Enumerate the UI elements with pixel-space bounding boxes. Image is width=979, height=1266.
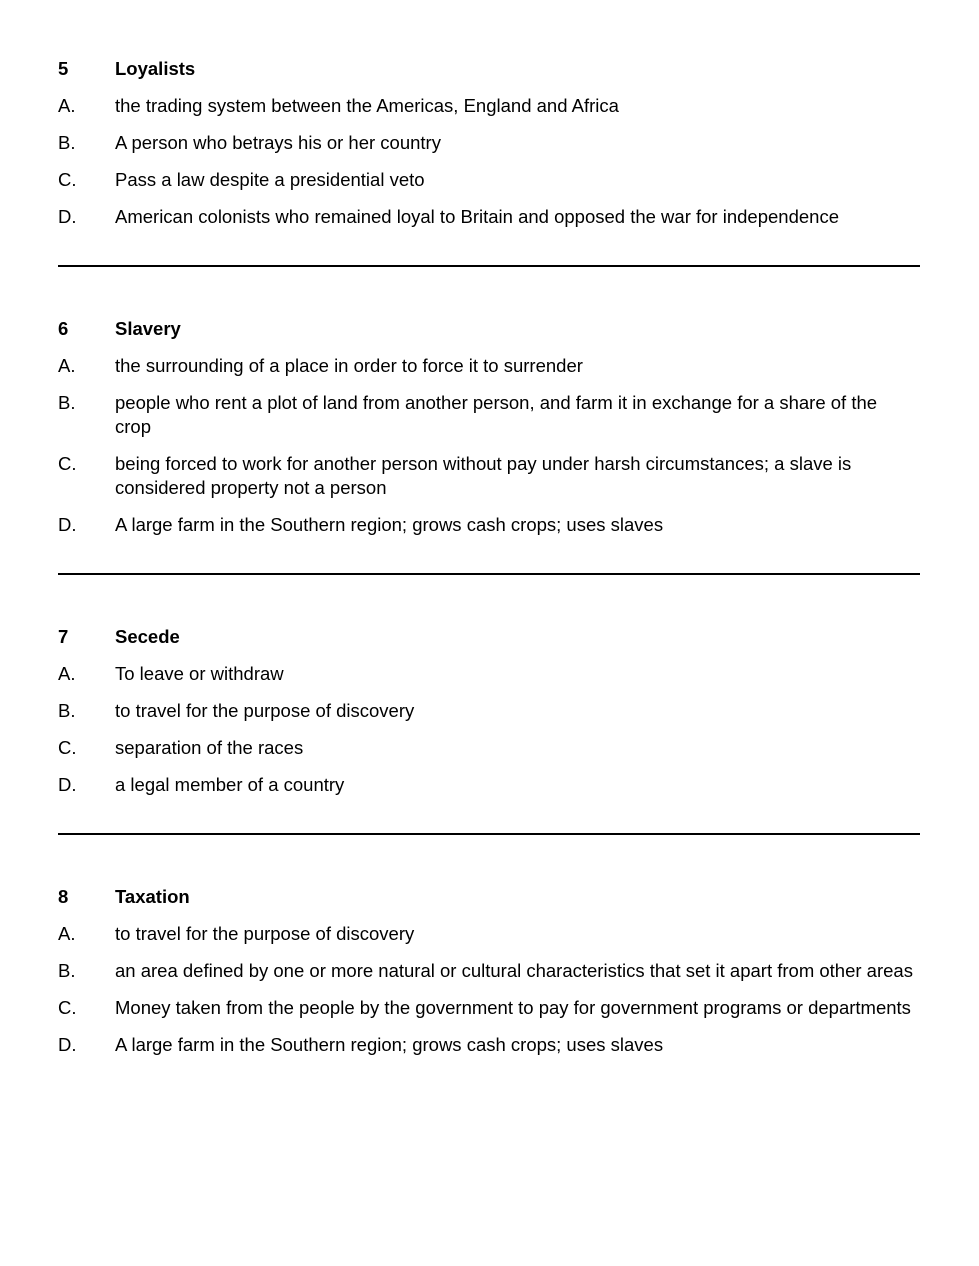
option-text: a legal member of a country bbox=[115, 774, 345, 795]
option-a bbox=[58, 354, 920, 378]
question-6 bbox=[58, 317, 920, 550]
option-text: Money taken from the people by the government to pay for government programs or departments bbox=[115, 997, 911, 1018]
option-letter: C. bbox=[58, 737, 77, 758]
section-divider bbox=[58, 265, 920, 267]
option-d bbox=[58, 1033, 920, 1057]
option-text: A large farm in the Southern region; grows cash crops; uses slaves bbox=[115, 1034, 664, 1055]
option-letter: A. bbox=[58, 923, 76, 944]
option-d bbox=[58, 773, 920, 797]
option-text: A person who betrays his or her country bbox=[115, 132, 441, 153]
option-d bbox=[58, 205, 920, 229]
question-5 bbox=[58, 57, 920, 242]
option-text: being forced to work for another person without pay under harsh circumstances; a slave is considered property not a person bbox=[115, 453, 852, 498]
question-term: Slavery bbox=[115, 318, 181, 339]
option-a bbox=[58, 662, 920, 686]
question-number: 5 bbox=[58, 58, 69, 79]
section-divider bbox=[58, 573, 920, 575]
option-letter: A. bbox=[58, 663, 76, 684]
option-text: To leave or withdraw bbox=[115, 663, 284, 684]
option-text: an area defined by one or more natural or cultural characteristics that set it apart from other areas bbox=[115, 960, 913, 981]
option-letter: B. bbox=[58, 132, 76, 153]
question-term: Loyalists bbox=[115, 58, 196, 79]
question-header bbox=[58, 57, 920, 81]
option-letter: D. bbox=[58, 514, 77, 535]
option-c bbox=[58, 168, 920, 192]
question-term: Secede bbox=[115, 626, 180, 647]
option-text: separation of the races bbox=[115, 737, 304, 758]
question-number: 8 bbox=[58, 886, 69, 907]
question-number: 6 bbox=[58, 318, 69, 339]
option-letter: B. bbox=[58, 960, 76, 981]
option-text: to travel for the purpose of discovery bbox=[115, 700, 415, 721]
option-text: people who rent a plot of land from another person, and farm it in exchange for a share of the crop bbox=[115, 392, 878, 437]
question-term: Taxation bbox=[115, 886, 190, 907]
option-b bbox=[58, 391, 920, 439]
option-text: the surrounding of a place in order to force it to surrender bbox=[115, 355, 583, 376]
section-divider bbox=[58, 833, 920, 835]
option-d bbox=[58, 513, 920, 537]
question-number: 7 bbox=[58, 626, 69, 647]
option-a bbox=[58, 922, 920, 946]
option-b bbox=[58, 131, 920, 155]
option-letter: D. bbox=[58, 774, 77, 795]
option-letter: B. bbox=[58, 392, 76, 413]
question-7 bbox=[58, 625, 920, 810]
question-8 bbox=[58, 885, 920, 1070]
option-c bbox=[58, 736, 920, 760]
option-letter: C. bbox=[58, 169, 77, 190]
option-letter: A. bbox=[58, 355, 76, 376]
option-text: A large farm in the Southern region; grows cash crops; uses slaves bbox=[115, 514, 664, 535]
option-b bbox=[58, 959, 920, 983]
option-letter: C. bbox=[58, 997, 77, 1018]
option-text: to travel for the purpose of discovery bbox=[115, 923, 415, 944]
option-text: American colonists who remained loyal to Britain and opposed the war for independence bbox=[115, 206, 839, 227]
option-letter: D. bbox=[58, 206, 77, 227]
option-letter: A. bbox=[58, 95, 76, 116]
option-letter: B. bbox=[58, 700, 76, 721]
question-header bbox=[58, 317, 920, 341]
option-text: Pass a law despite a presidential veto bbox=[115, 169, 425, 190]
question-header bbox=[58, 625, 920, 649]
option-a bbox=[58, 94, 920, 118]
option-letter: D. bbox=[58, 1034, 77, 1055]
option-b bbox=[58, 699, 920, 723]
option-letter: C. bbox=[58, 453, 77, 474]
option-c bbox=[58, 996, 920, 1020]
option-text: the trading system between the Americas, England and Africa bbox=[115, 95, 619, 116]
question-header bbox=[58, 885, 920, 909]
option-c bbox=[58, 452, 920, 500]
